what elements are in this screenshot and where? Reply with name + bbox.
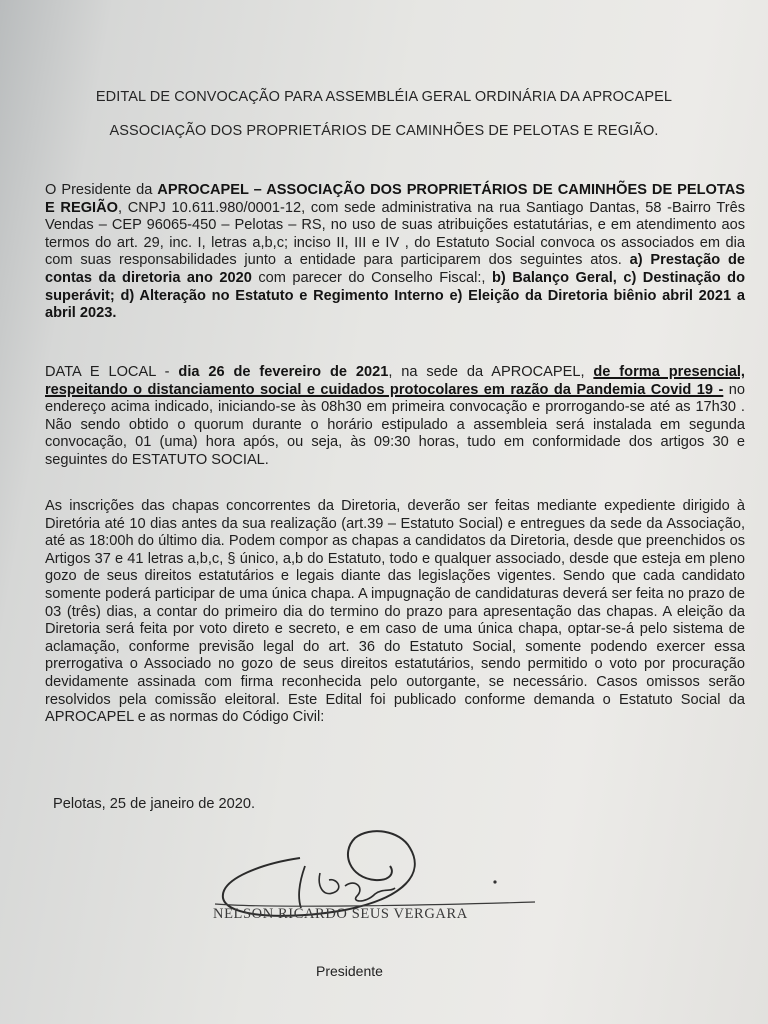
signer-role: Presidente — [316, 963, 383, 979]
p2-date: dia 26 de fevereiro de 2021 — [178, 364, 389, 380]
p1-agenda-b-e: b) Balanço Geral, c) Destinação do superávit; d) Alteração no Estatuto e Regimento Interno e) Eleição da Diretoria biênio abril 2021 a abril 2023. — [45, 269, 745, 322]
p2-presential-note: de forma presencial, respeitando o distanciamento social e cuidados protocolares em razão da Pandemia Covid 19 - — [45, 364, 745, 398]
p2-label: DATA E LOCAL - — [45, 364, 179, 380]
paragraph-registration: As inscrições das chapas concorrentes da Diretoria, deverão ser feitas mediante expediente dirigido à Diretória até 10 dias antes da sua realização (art.39 – Estatuto Social) e entregues da sede da Associação, até as 18:00h do último dia. Podem compor as chapas a candidatos da Diretoria, desde que preenchidos os Artigos 37 e 41 letras a,b,c, § único, a,b do Estatuto, todo e qualquer associado, desde que esteja em pleno gozo de seus direitos estatutários e legais diante das legislações vigentes. Sendo que cada candidato somente poderá participar de uma única chapa. A impugnação de candidaturas deverá ser feita no prazo de 03 (três) dias, a contar do primeiro dia do termino do prazo para apresentação das chapas. A eleição da Diretoria será feita por voto direto e secreto, e em caso de uma única chapa, optar-se-á pelo sistema de aclamação, conforme previsão legal do art. 36 do Estatuto Social, somente podendo exercer essa prerrogativa o Associado no gozo de seus direitos estatutários, sendo permitido o voto por procuração devidamente assinada com firma reconhecida pelo outorgante, se necessário. Casos omissos serão resolvidos pela comissão eleitoral. Este Edital foi publicado conforme demanda o Estatuto Social da APROCAPEL e as normas do Código Civil: — [45, 498, 745, 726]
document-title: EDITAL DE CONVOCAÇÃO PARA ASSEMBLÉIA GERAL ORDINÁRIA DA APROCAPEL — [95, 89, 673, 105]
document-subtitle: ASSOCIAÇÃO DOS PROPRIETÁRIOS DE CAMINHÕES DE PELOTAS E REGIÃO. — [109, 123, 659, 139]
p1-text-a: O Presidente da — [45, 182, 158, 198]
signer-name: NELSON RICARDO SEUS VERGARA — [213, 906, 468, 922]
paragraph-convocation — [45, 182, 745, 323]
p1-text-c: , CNPJ 10.611.980/0001-12, com sede administrativa na rua Santiago Dantas, 58 -Bairro Três Vendas – CEP 96065-450 – Pelotas – RS, no uso de suas atribuições estatutárias, e em atendimento aos termos do art. 29, inc. I, letras a,b,c; inciso II, III e IV , do Estatuto Social convoca os associados em dia com suas responsabilidades junto a entidade para participarem dos seguintes atos. — [45, 199, 745, 269]
p1-agenda-a: a) Prestação de contas da diretoria ano 2020 — [45, 252, 745, 286]
paragraph-date-location — [45, 364, 745, 470]
p2-text-e: no endereço acima indicado, iniciando-se às 08h30 em primeira convocação e prorrogando-se até as 17h30 . Não sendo obtido o quorum durante o horário estipulado a assembleia será instalada em segunda convocação, 01 (uma) hora após, ou seja, às 09:30 horas, tudo em conformidade dos artigos 30 e seguintes do ESTATUTO SOCIAL. — [45, 381, 745, 468]
p2-text-c: , na sede da APROCAPEL, — [388, 364, 594, 380]
p1-association-name: APROCAPEL – ASSOCIAÇÃO DOS PROPRIETÁRIOS DE CAMINHÕES DE PELOTAS E REGIÃO — [45, 182, 745, 216]
p1-text-e: com parecer do Conselho Fiscal:, — [251, 269, 492, 286]
document-date: Pelotas, 25 de janeiro de 2020. — [53, 796, 256, 812]
